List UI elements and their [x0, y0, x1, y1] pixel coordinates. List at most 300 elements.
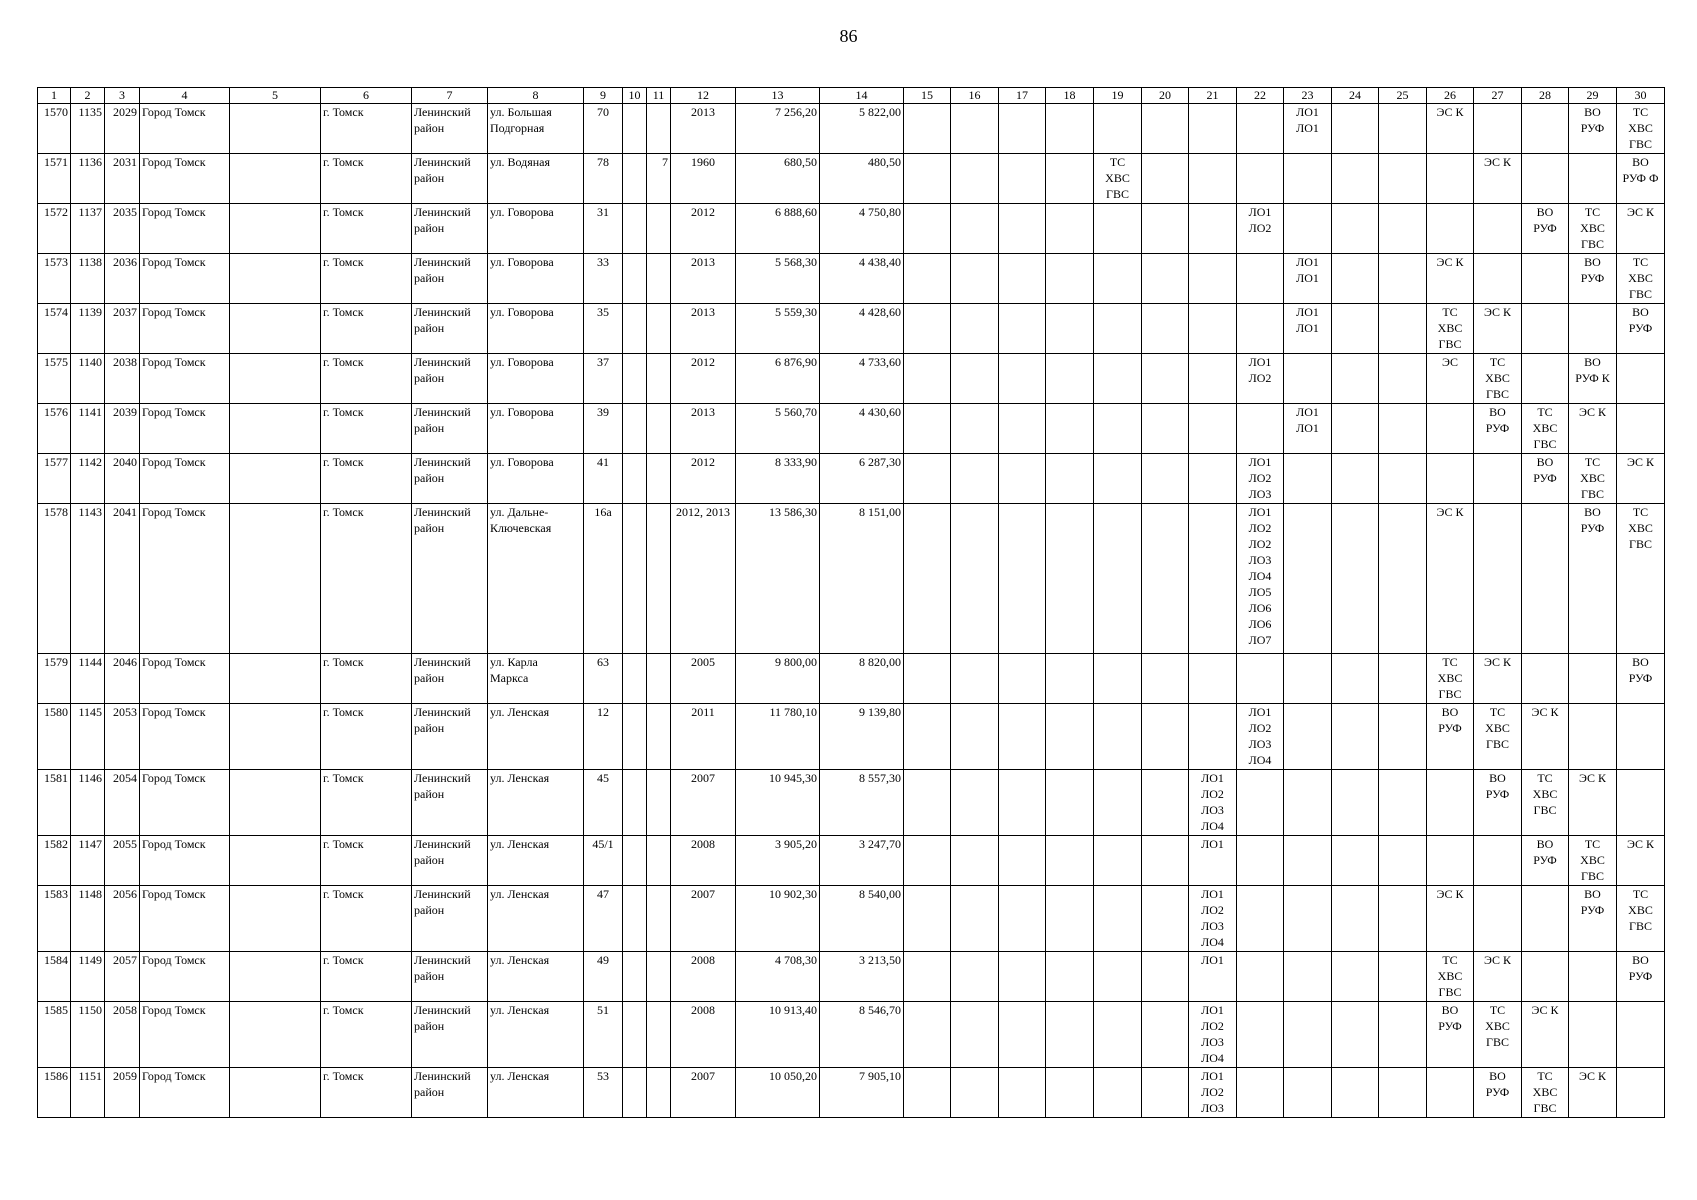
table-cell-col-3: 2055: [105, 836, 140, 886]
table-cell-col-12: 2005: [671, 654, 736, 704]
table-cell-col-5: [230, 704, 321, 770]
column-header-20: 20: [1142, 88, 1189, 104]
table-cell-col-16: [951, 154, 999, 204]
table-cell-col-6: г. Томск: [321, 836, 412, 886]
table-cell-col-18: [1046, 454, 1094, 504]
table-cell-col-27: ВО РУФ: [1474, 404, 1522, 454]
table-cell-col-28: ВО РУФ: [1522, 454, 1569, 504]
table-cell-col-19: ТС ХВС ГВС: [1094, 154, 1142, 204]
table-cell-col-27: ТС ХВС ГВС: [1474, 354, 1522, 404]
table-cell-col-29: ВО РУФ: [1569, 886, 1617, 952]
table-row: [38, 304, 1665, 354]
table-cell-col-2: 1145: [71, 704, 105, 770]
table-row: [38, 770, 1665, 836]
table-cell-col-23: [1284, 836, 1332, 886]
table-cell-col-24: [1332, 770, 1379, 836]
table-cell-col-12: 2012: [671, 454, 736, 504]
table-cell-col-7: Ленинский район: [412, 454, 488, 504]
table-cell-col-17: [999, 304, 1046, 354]
table-cell-col-10: [623, 836, 647, 886]
table-cell-col-6: г. Томск: [321, 104, 412, 154]
table-cell-col-23: ЛО1 ЛО1: [1284, 304, 1332, 354]
table-cell-col-28: ВО РУФ: [1522, 836, 1569, 886]
table-cell-col-21: ЛО1: [1189, 952, 1237, 1002]
table-cell-col-4: Город Томск: [140, 454, 230, 504]
table-cell-col-25: [1379, 704, 1427, 770]
table-cell-col-14: 3 247,70: [820, 836, 904, 886]
table-cell-col-22: [1237, 770, 1284, 836]
table-cell-col-16: [951, 354, 999, 404]
table-cell-col-26: ТС ХВС ГВС: [1427, 654, 1474, 704]
table-cell-col-28: ТС ХВС ГВС: [1522, 404, 1569, 454]
table-cell-col-26: [1427, 454, 1474, 504]
table-cell-col-15: [904, 304, 951, 354]
table-cell-col-13: 5 560,70: [736, 404, 820, 454]
table-cell-col-14: 5 822,00: [820, 104, 904, 154]
table-cell-col-25: [1379, 836, 1427, 886]
table-cell-col-2: 1136: [71, 154, 105, 204]
table-cell-col-15: [904, 836, 951, 886]
table-cell-col-25: [1379, 886, 1427, 952]
table-cell-col-14: 4 430,60: [820, 404, 904, 454]
column-header-27: 27: [1474, 88, 1522, 104]
table-cell-col-26: [1427, 1068, 1474, 1118]
column-header-22: 22: [1237, 88, 1284, 104]
table-cell-col-8: ул. Большая Подгорная: [488, 104, 584, 154]
table-cell-col-21: [1189, 304, 1237, 354]
table-cell-col-5: [230, 454, 321, 504]
table-cell-col-27: ЭС К: [1474, 952, 1522, 1002]
table-cell-col-13: 5 559,30: [736, 304, 820, 354]
table-cell-col-7: Ленинский район: [412, 154, 488, 204]
table-cell-col-22: [1237, 104, 1284, 154]
table-cell-col-7: Ленинский район: [412, 104, 488, 154]
table-cell-col-10: [623, 404, 647, 454]
table-cell-col-9: 70: [584, 104, 623, 154]
table-cell-col-26: ВО РУФ: [1427, 704, 1474, 770]
table-cell-col-12: 2013: [671, 254, 736, 304]
table-cell-col-14: 4 438,40: [820, 254, 904, 304]
table-cell-col-27: ВО РУФ: [1474, 770, 1522, 836]
table-cell-col-20: [1142, 404, 1189, 454]
table-cell-col-22: [1237, 404, 1284, 454]
table-cell-col-4: Город Томск: [140, 704, 230, 770]
table-cell-col-11: [647, 654, 671, 704]
table-cell-col-7: Ленинский район: [412, 770, 488, 836]
table-cell-col-15: [904, 204, 951, 254]
table-cell-col-4: Город Томск: [140, 952, 230, 1002]
table-row: [38, 404, 1665, 454]
table-cell-col-20: [1142, 154, 1189, 204]
table-cell-col-7: Ленинский район: [412, 1002, 488, 1068]
table-cell-col-12: 2011: [671, 704, 736, 770]
table-cell-col-20: [1142, 504, 1189, 654]
table-cell-col-22: [1237, 254, 1284, 304]
table-cell-col-18: [1046, 836, 1094, 886]
table-cell-col-3: 2037: [105, 304, 140, 354]
table-cell-col-18: [1046, 204, 1094, 254]
table-cell-col-6: г. Томск: [321, 654, 412, 704]
table-cell-col-1: 1577: [38, 454, 71, 504]
table-cell-col-30: ВО РУФ Ф: [1617, 154, 1665, 204]
table-cell-col-8: ул. Ленская: [488, 952, 584, 1002]
table-cell-col-8: ул. Говорова: [488, 354, 584, 404]
table-cell-col-28: [1522, 104, 1569, 154]
table-cell-col-14: 4 733,60: [820, 354, 904, 404]
table-cell-col-7: Ленинский район: [412, 886, 488, 952]
table-cell-col-5: [230, 304, 321, 354]
table-cell-col-14: 8 540,00: [820, 886, 904, 952]
table-cell-col-10: [623, 154, 647, 204]
column-header-28: 28: [1522, 88, 1569, 104]
table-cell-col-14: 8 557,30: [820, 770, 904, 836]
table-cell-col-20: [1142, 1002, 1189, 1068]
table-cell-col-11: [647, 952, 671, 1002]
table-cell-col-15: [904, 952, 951, 1002]
table-cell-col-1: 1570: [38, 104, 71, 154]
table-cell-col-11: [647, 704, 671, 770]
table-row: [38, 886, 1665, 952]
table-cell-col-30: ЭС К: [1617, 836, 1665, 886]
table-cell-col-9: 33: [584, 254, 623, 304]
table-cell-col-7: Ленинский район: [412, 504, 488, 654]
table-cell-col-24: [1332, 654, 1379, 704]
table-cell-col-16: [951, 454, 999, 504]
column-header-23: 23: [1284, 88, 1332, 104]
table-cell-col-27: [1474, 454, 1522, 504]
table-cell-col-1: 1578: [38, 504, 71, 654]
table-cell-col-25: [1379, 404, 1427, 454]
table-cell-col-26: [1427, 836, 1474, 886]
table-cell-col-19: [1094, 1002, 1142, 1068]
table-cell-col-10: [623, 1002, 647, 1068]
table-row: [38, 654, 1665, 704]
table-cell-col-13: 7 256,20: [736, 104, 820, 154]
table-cell-col-18: [1046, 886, 1094, 952]
table-cell-col-4: Город Томск: [140, 304, 230, 354]
table-cell-col-23: ЛО1 ЛО1: [1284, 254, 1332, 304]
table-cell-col-16: [951, 104, 999, 154]
table-cell-col-3: 2035: [105, 204, 140, 254]
column-header-26: 26: [1427, 88, 1474, 104]
table-cell-col-20: [1142, 952, 1189, 1002]
table-cell-col-23: [1284, 454, 1332, 504]
table-cell-col-28: [1522, 154, 1569, 204]
column-header-29: 29: [1569, 88, 1617, 104]
table-cell-col-12: 2013: [671, 304, 736, 354]
table-cell-col-19: [1094, 886, 1142, 952]
table-cell-col-13: 6 876,90: [736, 354, 820, 404]
table-row: [38, 1068, 1665, 1118]
table-cell-col-2: 1144: [71, 654, 105, 704]
table-cell-col-28: ТС ХВС ГВС: [1522, 770, 1569, 836]
table-cell-col-10: [623, 952, 647, 1002]
table-cell-col-1: 1572: [38, 204, 71, 254]
table-cell-col-20: [1142, 454, 1189, 504]
table-cell-col-19: [1094, 254, 1142, 304]
table-cell-col-16: [951, 952, 999, 1002]
table-cell-col-15: [904, 1068, 951, 1118]
table-cell-col-2: 1138: [71, 254, 105, 304]
table-cell-col-14: 6 287,30: [820, 454, 904, 504]
table-cell-col-21: ЛО1 ЛО2 ЛО3: [1189, 1068, 1237, 1118]
table-cell-col-2: 1150: [71, 1002, 105, 1068]
table-header: [38, 88, 1665, 104]
table-cell-col-18: [1046, 404, 1094, 454]
table-cell-col-12: 2008: [671, 952, 736, 1002]
table-cell-col-18: [1046, 504, 1094, 654]
table-row: [38, 1002, 1665, 1068]
column-header-24: 24: [1332, 88, 1379, 104]
table-cell-col-18: [1046, 1002, 1094, 1068]
table-cell-col-22: [1237, 886, 1284, 952]
table-cell-col-5: [230, 154, 321, 204]
table-cell-col-24: [1332, 1068, 1379, 1118]
table-cell-col-4: Город Томск: [140, 770, 230, 836]
table-cell-col-15: [904, 354, 951, 404]
table-cell-col-10: [623, 104, 647, 154]
table-cell-col-10: [623, 1068, 647, 1118]
column-header-15: 15: [904, 88, 951, 104]
column-header-17: 17: [999, 88, 1046, 104]
table-cell-col-7: Ленинский район: [412, 654, 488, 704]
table-cell-col-3: 2053: [105, 704, 140, 770]
table-row: [38, 704, 1665, 770]
table-cell-col-1: 1585: [38, 1002, 71, 1068]
table-cell-col-8: ул. Ленская: [488, 1002, 584, 1068]
table-cell-col-25: [1379, 1068, 1427, 1118]
column-header-4: 4: [140, 88, 230, 104]
table-cell-col-8: ул. Дальне- Ключевская: [488, 504, 584, 654]
table-cell-col-6: г. Томск: [321, 704, 412, 770]
table-cell-col-18: [1046, 304, 1094, 354]
table-cell-col-17: [999, 770, 1046, 836]
table-cell-col-14: 8 151,00: [820, 504, 904, 654]
table-cell-col-22: ЛО1 ЛО2 ЛО3: [1237, 454, 1284, 504]
table-cell-col-5: [230, 104, 321, 154]
table-cell-col-4: Город Томск: [140, 204, 230, 254]
table-cell-col-22: [1237, 836, 1284, 886]
table-cell-col-21: [1189, 704, 1237, 770]
table-cell-col-28: [1522, 886, 1569, 952]
table-cell-col-25: [1379, 254, 1427, 304]
table-cell-col-7: Ленинский район: [412, 404, 488, 454]
table-cell-col-2: 1135: [71, 104, 105, 154]
table-cell-col-3: 2040: [105, 454, 140, 504]
table-cell-col-13: 8 333,90: [736, 454, 820, 504]
table-cell-col-27: [1474, 504, 1522, 654]
table-cell-col-22: [1237, 1002, 1284, 1068]
table-cell-col-13: 3 905,20: [736, 836, 820, 886]
table-cell-col-30: ТС ХВС ГВС: [1617, 886, 1665, 952]
table-cell-col-27: ТС ХВС ГВС: [1474, 704, 1522, 770]
table-cell-col-11: [647, 504, 671, 654]
table-cell-col-2: 1140: [71, 354, 105, 404]
table-cell-col-12: 2013: [671, 104, 736, 154]
table-cell-col-13: 10 902,30: [736, 886, 820, 952]
table-cell-col-28: [1522, 254, 1569, 304]
table-cell-col-9: 12: [584, 704, 623, 770]
column-header-10: 10: [623, 88, 647, 104]
table-cell-col-11: [647, 836, 671, 886]
table-cell-col-6: г. Томск: [321, 952, 412, 1002]
table-cell-col-18: [1046, 952, 1094, 1002]
table-cell-col-23: [1284, 1068, 1332, 1118]
table-cell-col-3: 2058: [105, 1002, 140, 1068]
table-cell-col-28: [1522, 654, 1569, 704]
column-header-21: 21: [1189, 88, 1237, 104]
table-cell-col-25: [1379, 204, 1427, 254]
table-cell-col-14: 3 213,50: [820, 952, 904, 1002]
table-cell-col-10: [623, 254, 647, 304]
table-cell-col-13: 4 708,30: [736, 952, 820, 1002]
table-cell-col-29: ВО РУФ: [1569, 504, 1617, 654]
table-cell-col-29: ЭС К: [1569, 1068, 1617, 1118]
column-header-25: 25: [1379, 88, 1427, 104]
table-cell-col-13: 11 780,10: [736, 704, 820, 770]
table-cell-col-4: Город Томск: [140, 504, 230, 654]
table-cell-col-3: 2059: [105, 1068, 140, 1118]
table-cell-col-30: [1617, 704, 1665, 770]
table-cell-col-27: ВО РУФ: [1474, 1068, 1522, 1118]
table-cell-col-16: [951, 886, 999, 952]
table-cell-col-15: [904, 404, 951, 454]
table-cell-col-18: [1046, 104, 1094, 154]
table-cell-col-25: [1379, 304, 1427, 354]
table-cell-col-8: ул. Говорова: [488, 404, 584, 454]
table-cell-col-9: 16а: [584, 504, 623, 654]
table-cell-col-12: 2013: [671, 404, 736, 454]
table-cell-col-12: 2012: [671, 354, 736, 404]
table-cell-col-12: 1960: [671, 154, 736, 204]
table-cell-col-8: ул. Водяная: [488, 154, 584, 204]
table-cell-col-20: [1142, 254, 1189, 304]
table-cell-col-8: ул. Карла Маркса: [488, 654, 584, 704]
table-cell-col-19: [1094, 454, 1142, 504]
table-cell-col-29: [1569, 952, 1617, 1002]
table-cell-col-9: 49: [584, 952, 623, 1002]
table-cell-col-4: Город Томск: [140, 836, 230, 886]
table-cell-col-26: ЭС К: [1427, 504, 1474, 654]
table-cell-col-10: [623, 204, 647, 254]
table-cell-col-24: [1332, 836, 1379, 886]
table-cell-col-11: [647, 886, 671, 952]
table-cell-col-17: [999, 504, 1046, 654]
table-cell-col-1: 1575: [38, 354, 71, 404]
table-cell-col-14: 480,50: [820, 154, 904, 204]
table-cell-col-19: [1094, 204, 1142, 254]
table-cell-col-14: 7 905,10: [820, 1068, 904, 1118]
table-cell-col-6: г. Томск: [321, 454, 412, 504]
table-cell-col-27: [1474, 204, 1522, 254]
table-cell-col-29: ТС ХВС ГВС: [1569, 836, 1617, 886]
table-cell-col-28: ТС ХВС ГВС: [1522, 1068, 1569, 1118]
table-cell-col-24: [1332, 104, 1379, 154]
table-cell-col-26: [1427, 770, 1474, 836]
table-cell-col-19: [1094, 1068, 1142, 1118]
table-cell-col-22: ЛО1 ЛО2 ЛО3 ЛО4: [1237, 704, 1284, 770]
table-cell-col-30: ВО РУФ: [1617, 304, 1665, 354]
table-cell-col-25: [1379, 770, 1427, 836]
column-header-30: 30: [1617, 88, 1665, 104]
table-cell-col-15: [904, 504, 951, 654]
table-cell-col-13: 9 800,00: [736, 654, 820, 704]
table-cell-col-29: ЭС К: [1569, 404, 1617, 454]
table-cell-col-16: [951, 704, 999, 770]
table-cell-col-11: [647, 770, 671, 836]
table-cell-col-11: [647, 1068, 671, 1118]
table-cell-col-23: [1284, 354, 1332, 404]
table-cell-col-16: [951, 1068, 999, 1118]
table-cell-col-4: Город Томск: [140, 254, 230, 304]
table-cell-col-24: [1332, 504, 1379, 654]
table-cell-col-19: [1094, 654, 1142, 704]
table-cell-col-5: [230, 404, 321, 454]
table-cell-col-15: [904, 770, 951, 836]
table-cell-col-29: ТС ХВС ГВС: [1569, 204, 1617, 254]
table-cell-col-15: [904, 454, 951, 504]
table-cell-col-25: [1379, 154, 1427, 204]
table-cell-col-11: [647, 454, 671, 504]
table-cell-col-4: Город Томск: [140, 354, 230, 404]
table-row: [38, 504, 1665, 654]
table-cell-col-13: 6 888,60: [736, 204, 820, 254]
table-cell-col-30: [1617, 354, 1665, 404]
table-cell-col-23: ЛО1 ЛО1: [1284, 104, 1332, 154]
table-cell-col-29: ЭС К: [1569, 770, 1617, 836]
table-cell-col-27: ЭС К: [1474, 154, 1522, 204]
table-cell-col-21: [1189, 254, 1237, 304]
table-cell-col-21: ЛО1 ЛО2 ЛО3 ЛО4: [1189, 770, 1237, 836]
table-cell-col-7: Ленинский район: [412, 354, 488, 404]
table-cell-col-2: 1139: [71, 304, 105, 354]
column-header-6: 6: [321, 88, 412, 104]
table-cell-col-10: [623, 454, 647, 504]
table-cell-col-5: [230, 770, 321, 836]
table-cell-col-23: [1284, 654, 1332, 704]
table-cell-col-16: [951, 770, 999, 836]
table-cell-col-3: 2057: [105, 952, 140, 1002]
table-cell-col-14: 4 750,80: [820, 204, 904, 254]
table-cell-col-28: [1522, 354, 1569, 404]
table-cell-col-7: Ленинский район: [412, 836, 488, 886]
table-cell-col-17: [999, 654, 1046, 704]
table-cell-col-7: Ленинский район: [412, 304, 488, 354]
table-cell-col-17: [999, 454, 1046, 504]
table-cell-col-9: 47: [584, 886, 623, 952]
table-cell-col-25: [1379, 504, 1427, 654]
table-cell-col-20: [1142, 354, 1189, 404]
table-cell-col-1: 1583: [38, 886, 71, 952]
table-cell-col-15: [904, 654, 951, 704]
table-cell-col-12: 2007: [671, 1068, 736, 1118]
table-cell-col-13: 13 586,30: [736, 504, 820, 654]
table-cell-col-30: ВО РУФ: [1617, 654, 1665, 704]
table-cell-col-25: [1379, 104, 1427, 154]
table-cell-col-20: [1142, 704, 1189, 770]
table-cell-col-14: 8 820,00: [820, 654, 904, 704]
table-cell-col-23: [1284, 952, 1332, 1002]
table-cell-col-29: ВО РУФ К: [1569, 354, 1617, 404]
table-cell-col-12: 2008: [671, 836, 736, 886]
table-row: [38, 454, 1665, 504]
table-cell-col-19: [1094, 704, 1142, 770]
table-cell-col-24: [1332, 886, 1379, 952]
table-cell-col-21: ЛО1 ЛО2 ЛО3 ЛО4: [1189, 886, 1237, 952]
column-header-19: 19: [1094, 88, 1142, 104]
table-cell-col-29: [1569, 704, 1617, 770]
table-cell-col-10: [623, 654, 647, 704]
